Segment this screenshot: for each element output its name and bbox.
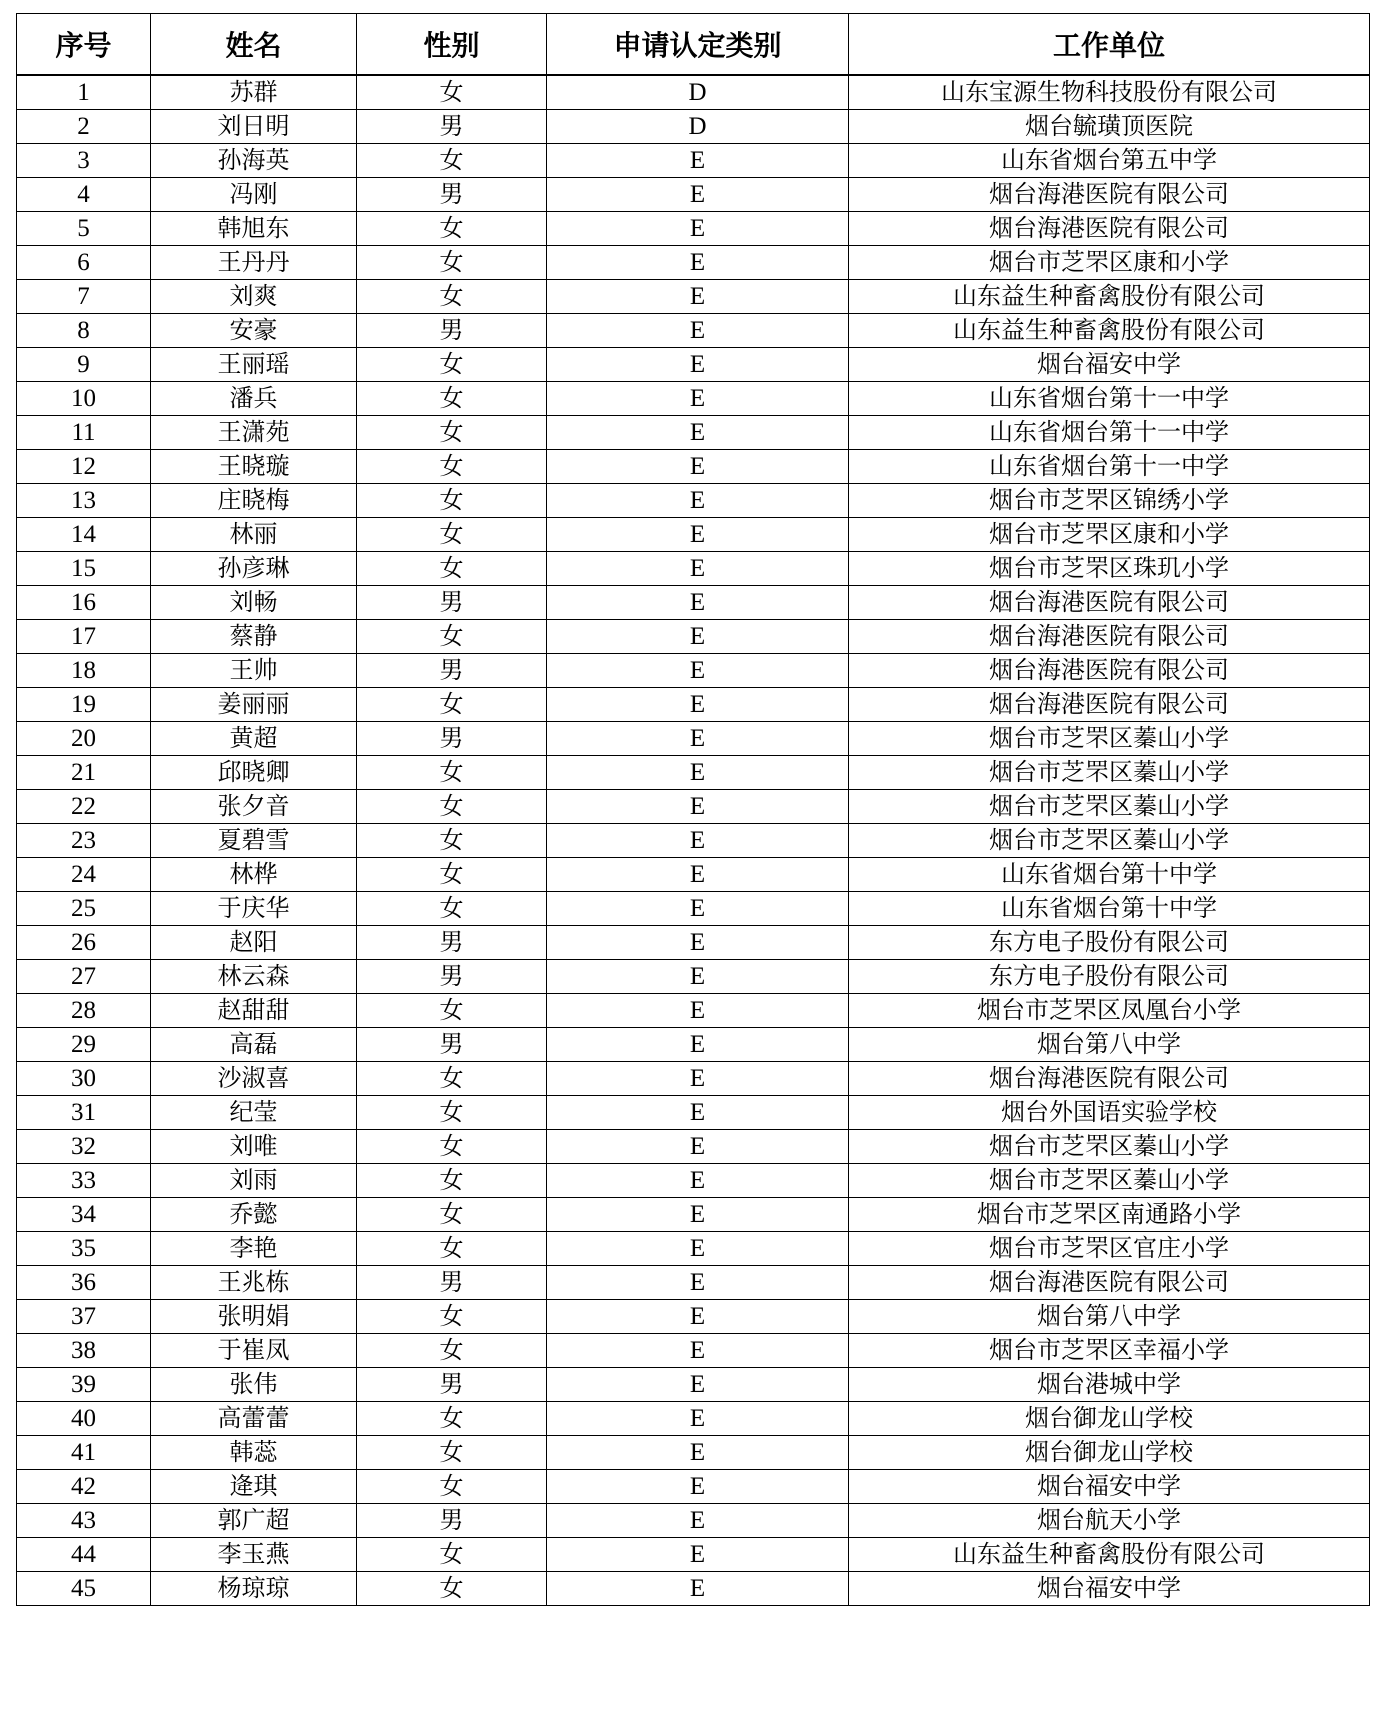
cell-index: 24	[17, 858, 151, 892]
cell-name: 苏群	[151, 75, 357, 110]
cell-name: 杨琼琼	[151, 1572, 357, 1606]
cell-index: 42	[17, 1470, 151, 1504]
table-header	[17, 14, 1370, 76]
cell-name: 逄琪	[151, 1470, 357, 1504]
cell-unit: 烟台海港医院有限公司	[849, 1062, 1370, 1096]
cell-gender: 女	[357, 1436, 547, 1470]
cell-index: 41	[17, 1436, 151, 1470]
cell-category: E	[547, 654, 849, 688]
cell-name: 林桦	[151, 858, 357, 892]
cell-index: 45	[17, 1572, 151, 1606]
cell-index: 30	[17, 1062, 151, 1096]
cell-gender: 女	[357, 1572, 547, 1606]
cell-gender: 女	[357, 1130, 547, 1164]
cell-unit: 山东宝源生物科技股份有限公司	[849, 75, 1370, 110]
cell-unit: 烟台市芝罘区凤凰台小学	[849, 994, 1370, 1028]
table-row	[17, 824, 1370, 858]
cell-category: E	[547, 586, 849, 620]
cell-gender: 女	[357, 144, 547, 178]
cell-index: 38	[17, 1334, 151, 1368]
cell-category: E	[547, 450, 849, 484]
cell-category: E	[547, 960, 849, 994]
cell-name: 张伟	[151, 1368, 357, 1402]
header-index: 序号	[17, 14, 151, 76]
cell-unit: 烟台市芝罘区蓁山小学	[849, 756, 1370, 790]
cell-index: 21	[17, 756, 151, 790]
cell-category: E	[547, 178, 849, 212]
cell-gender: 女	[357, 1164, 547, 1198]
cell-name: 夏碧雪	[151, 824, 357, 858]
table-row	[17, 858, 1370, 892]
cell-unit: 山东省烟台第十中学	[849, 858, 1370, 892]
cell-index: 40	[17, 1402, 151, 1436]
cell-category: E	[547, 1130, 849, 1164]
cell-index: 43	[17, 1504, 151, 1538]
cell-category: E	[547, 1402, 849, 1436]
table-row	[17, 178, 1370, 212]
cell-index: 26	[17, 926, 151, 960]
cell-gender: 女	[357, 280, 547, 314]
cell-name: 王晓璇	[151, 450, 357, 484]
cell-index: 34	[17, 1198, 151, 1232]
cell-gender: 女	[357, 620, 547, 654]
cell-index: 8	[17, 314, 151, 348]
table-row	[17, 484, 1370, 518]
cell-unit: 山东省烟台第五中学	[849, 144, 1370, 178]
cell-gender: 女	[357, 1538, 547, 1572]
table-row	[17, 994, 1370, 1028]
cell-unit: 烟台市芝罘区幸福小学	[849, 1334, 1370, 1368]
cell-gender: 女	[357, 688, 547, 722]
cell-name: 蔡静	[151, 620, 357, 654]
cell-gender: 男	[357, 722, 547, 756]
cell-gender: 女	[357, 756, 547, 790]
cell-index: 5	[17, 212, 151, 246]
cell-name: 张夕音	[151, 790, 357, 824]
cell-gender: 女	[357, 416, 547, 450]
cell-unit: 烟台御龙山学校	[849, 1436, 1370, 1470]
table-row	[17, 1538, 1370, 1572]
cell-name: 王兆栋	[151, 1266, 357, 1300]
cell-gender: 女	[357, 1402, 547, 1436]
cell-name: 王丽瑶	[151, 348, 357, 382]
header-name: 姓名	[151, 14, 357, 76]
header-unit: 工作单位	[849, 14, 1370, 76]
table-row	[17, 348, 1370, 382]
cell-name: 安豪	[151, 314, 357, 348]
cell-name: 庄晓梅	[151, 484, 357, 518]
cell-category: E	[547, 1504, 849, 1538]
cell-category: E	[547, 552, 849, 586]
cell-index: 12	[17, 450, 151, 484]
cell-unit: 烟台市芝罘区蓁山小学	[849, 1164, 1370, 1198]
cell-gender: 男	[357, 1266, 547, 1300]
cell-index: 35	[17, 1232, 151, 1266]
table-row	[17, 280, 1370, 314]
cell-name: 于崔凤	[151, 1334, 357, 1368]
cell-unit: 烟台航天小学	[849, 1504, 1370, 1538]
cell-gender: 女	[357, 348, 547, 382]
cell-category: E	[547, 212, 849, 246]
cell-index: 20	[17, 722, 151, 756]
cell-category: E	[547, 382, 849, 416]
cell-category: E	[547, 1436, 849, 1470]
cell-category: E	[547, 722, 849, 756]
cell-name: 赵阳	[151, 926, 357, 960]
cell-name: 李玉燕	[151, 1538, 357, 1572]
cell-name: 乔懿	[151, 1198, 357, 1232]
cell-name: 王帅	[151, 654, 357, 688]
cell-gender: 男	[357, 110, 547, 144]
cell-category: E	[547, 1266, 849, 1300]
table-row	[17, 75, 1370, 110]
cell-gender: 女	[357, 1470, 547, 1504]
cell-category: E	[547, 756, 849, 790]
cell-index: 18	[17, 654, 151, 688]
cell-name: 高磊	[151, 1028, 357, 1062]
cell-name: 刘唯	[151, 1130, 357, 1164]
cell-unit: 烟台海港医院有限公司	[849, 212, 1370, 246]
cell-index: 22	[17, 790, 151, 824]
cell-index: 14	[17, 518, 151, 552]
cell-index: 10	[17, 382, 151, 416]
cell-name: 高蕾蕾	[151, 1402, 357, 1436]
cell-unit: 烟台市芝罘区康和小学	[849, 518, 1370, 552]
cell-index: 36	[17, 1266, 151, 1300]
table-row	[17, 1062, 1370, 1096]
cell-gender: 女	[357, 1232, 547, 1266]
cell-name: 刘日明	[151, 110, 357, 144]
cell-unit: 烟台御龙山学校	[849, 1402, 1370, 1436]
cell-category: E	[547, 858, 849, 892]
cell-unit: 烟台福安中学	[849, 348, 1370, 382]
cell-unit: 烟台市芝罘区南通路小学	[849, 1198, 1370, 1232]
cell-unit: 烟台市芝罘区康和小学	[849, 246, 1370, 280]
cell-category: E	[547, 348, 849, 382]
cell-name: 林云森	[151, 960, 357, 994]
table-row	[17, 110, 1370, 144]
table-row	[17, 450, 1370, 484]
cell-index: 25	[17, 892, 151, 926]
cell-category: E	[547, 1028, 849, 1062]
cell-gender: 男	[357, 1504, 547, 1538]
cell-unit: 山东省烟台第十一中学	[849, 450, 1370, 484]
cell-unit: 烟台福安中学	[849, 1572, 1370, 1606]
cell-category: E	[547, 620, 849, 654]
cell-category: E	[547, 484, 849, 518]
cell-gender: 女	[357, 892, 547, 926]
table-row	[17, 314, 1370, 348]
cell-index: 16	[17, 586, 151, 620]
cell-name: 郭广超	[151, 1504, 357, 1538]
cell-gender: 女	[357, 994, 547, 1028]
cell-name: 王丹丹	[151, 246, 357, 280]
cell-index: 37	[17, 1300, 151, 1334]
cell-gender: 女	[357, 858, 547, 892]
table-row	[17, 1232, 1370, 1266]
cell-index: 28	[17, 994, 151, 1028]
cell-gender: 女	[357, 75, 547, 110]
table-row	[17, 1300, 1370, 1334]
table-row	[17, 892, 1370, 926]
cell-category: E	[547, 790, 849, 824]
cell-unit: 烟台第八中学	[849, 1028, 1370, 1062]
cell-unit: 东方电子股份有限公司	[849, 960, 1370, 994]
table-row	[17, 1164, 1370, 1198]
cell-category: E	[547, 824, 849, 858]
cell-unit: 烟台市芝罘区锦绣小学	[849, 484, 1370, 518]
table-row	[17, 552, 1370, 586]
table-row	[17, 688, 1370, 722]
cell-category: E	[547, 518, 849, 552]
cell-gender: 女	[357, 1300, 547, 1334]
header-category: 申请认定类别	[547, 14, 849, 76]
cell-category: E	[547, 1164, 849, 1198]
cell-index: 23	[17, 824, 151, 858]
table-row	[17, 960, 1370, 994]
table-row	[17, 1572, 1370, 1606]
cell-index: 31	[17, 1096, 151, 1130]
cell-unit: 烟台市芝罘区蓁山小学	[849, 790, 1370, 824]
cell-unit: 烟台港城中学	[849, 1368, 1370, 1402]
cell-category: E	[547, 688, 849, 722]
table-row	[17, 1504, 1370, 1538]
cell-name: 韩蕊	[151, 1436, 357, 1470]
cell-gender: 男	[357, 1368, 547, 1402]
cell-name: 赵甜甜	[151, 994, 357, 1028]
cell-unit: 烟台海港医院有限公司	[849, 1266, 1370, 1300]
cell-unit: 烟台市芝罘区蓁山小学	[849, 824, 1370, 858]
table-row	[17, 1028, 1370, 1062]
table-row	[17, 518, 1370, 552]
cell-unit: 烟台海港医院有限公司	[849, 688, 1370, 722]
table-row	[17, 620, 1370, 654]
cell-gender: 女	[357, 824, 547, 858]
cell-unit: 烟台福安中学	[849, 1470, 1370, 1504]
cell-name: 纪莹	[151, 1096, 357, 1130]
cell-category: E	[547, 1232, 849, 1266]
cell-index: 33	[17, 1164, 151, 1198]
cell-name: 姜丽丽	[151, 688, 357, 722]
cell-category: E	[547, 1096, 849, 1130]
cell-unit: 烟台海港医院有限公司	[849, 654, 1370, 688]
cell-unit: 东方电子股份有限公司	[849, 926, 1370, 960]
cell-index: 9	[17, 348, 151, 382]
cell-gender: 男	[357, 926, 547, 960]
table-row	[17, 756, 1370, 790]
table-row	[17, 1402, 1370, 1436]
cell-gender: 女	[357, 1062, 547, 1096]
cell-category: E	[547, 1572, 849, 1606]
cell-index: 2	[17, 110, 151, 144]
roster-table	[16, 13, 1370, 1606]
cell-name: 冯刚	[151, 178, 357, 212]
cell-index: 13	[17, 484, 151, 518]
cell-index: 11	[17, 416, 151, 450]
cell-name: 刘畅	[151, 586, 357, 620]
table-row	[17, 1130, 1370, 1164]
table-row	[17, 1368, 1370, 1402]
cell-index: 32	[17, 1130, 151, 1164]
cell-index: 44	[17, 1538, 151, 1572]
cell-index: 4	[17, 178, 151, 212]
cell-category: E	[547, 892, 849, 926]
cell-unit: 山东益生种畜禽股份有限公司	[849, 280, 1370, 314]
cell-gender: 女	[357, 1334, 547, 1368]
cell-unit: 烟台外国语实验学校	[849, 1096, 1370, 1130]
cell-category: E	[547, 926, 849, 960]
cell-category: E	[547, 994, 849, 1028]
cell-unit: 山东省烟台第十一中学	[849, 416, 1370, 450]
cell-gender: 男	[357, 654, 547, 688]
cell-category: E	[547, 416, 849, 450]
cell-unit: 烟台海港医院有限公司	[849, 178, 1370, 212]
cell-gender: 男	[357, 178, 547, 212]
cell-index: 7	[17, 280, 151, 314]
cell-name: 邱晓卿	[151, 756, 357, 790]
cell-name: 刘雨	[151, 1164, 357, 1198]
table-row	[17, 926, 1370, 960]
table-row	[17, 1470, 1370, 1504]
cell-gender: 女	[357, 790, 547, 824]
table-row	[17, 790, 1370, 824]
table-row	[17, 1436, 1370, 1470]
cell-gender: 男	[357, 1028, 547, 1062]
table-row	[17, 586, 1370, 620]
table-body	[17, 75, 1370, 1606]
table-row	[17, 212, 1370, 246]
cell-name: 张明娟	[151, 1300, 357, 1334]
table-row	[17, 1266, 1370, 1300]
table-row	[17, 144, 1370, 178]
cell-unit: 烟台海港医院有限公司	[849, 620, 1370, 654]
cell-gender: 女	[357, 450, 547, 484]
cell-unit: 烟台市芝罘区蓁山小学	[849, 1130, 1370, 1164]
cell-unit: 烟台市芝罘区珠玑小学	[849, 552, 1370, 586]
cell-name: 王潇苑	[151, 416, 357, 450]
table-row	[17, 654, 1370, 688]
cell-category: E	[547, 1470, 849, 1504]
table-row	[17, 416, 1370, 450]
cell-gender: 女	[357, 552, 547, 586]
cell-index: 1	[17, 75, 151, 110]
cell-category: E	[547, 246, 849, 280]
cell-category: E	[547, 280, 849, 314]
cell-category: E	[547, 144, 849, 178]
cell-name: 林丽	[151, 518, 357, 552]
cell-index: 6	[17, 246, 151, 280]
cell-name: 沙淑喜	[151, 1062, 357, 1096]
cell-gender: 男	[357, 960, 547, 994]
table-row	[17, 722, 1370, 756]
cell-gender: 女	[357, 246, 547, 280]
header-row	[17, 14, 1370, 76]
cell-name: 韩旭东	[151, 212, 357, 246]
cell-unit: 山东益生种畜禽股份有限公司	[849, 1538, 1370, 1572]
cell-category: E	[547, 1538, 849, 1572]
cell-unit: 烟台市芝罘区官庄小学	[849, 1232, 1370, 1266]
cell-unit: 烟台第八中学	[849, 1300, 1370, 1334]
cell-name: 孙海英	[151, 144, 357, 178]
cell-gender: 女	[357, 212, 547, 246]
cell-name: 潘兵	[151, 382, 357, 416]
cell-category: E	[547, 1300, 849, 1334]
cell-category: E	[547, 1198, 849, 1232]
cell-category: D	[547, 110, 849, 144]
cell-unit: 山东省烟台第十一中学	[849, 382, 1370, 416]
cell-name: 孙彦琳	[151, 552, 357, 586]
cell-name: 黄超	[151, 722, 357, 756]
cell-name: 于庆华	[151, 892, 357, 926]
cell-name: 刘爽	[151, 280, 357, 314]
table-row	[17, 246, 1370, 280]
cell-index: 3	[17, 144, 151, 178]
cell-index: 19	[17, 688, 151, 722]
cell-index: 17	[17, 620, 151, 654]
cell-unit: 烟台海港医院有限公司	[849, 586, 1370, 620]
cell-gender: 男	[357, 586, 547, 620]
cell-index: 27	[17, 960, 151, 994]
cell-category: D	[547, 75, 849, 110]
cell-category: E	[547, 1334, 849, 1368]
cell-unit: 山东益生种畜禽股份有限公司	[849, 314, 1370, 348]
cell-category: E	[547, 1062, 849, 1096]
table-row	[17, 1334, 1370, 1368]
cell-gender: 女	[357, 1096, 547, 1130]
header-gender: 性别	[357, 14, 547, 76]
cell-unit: 烟台市芝罘区蓁山小学	[849, 722, 1370, 756]
cell-index: 15	[17, 552, 151, 586]
table-row	[17, 1096, 1370, 1130]
cell-gender: 女	[357, 382, 547, 416]
cell-gender: 女	[357, 518, 547, 552]
table-row	[17, 1198, 1370, 1232]
cell-gender: 女	[357, 1198, 547, 1232]
table-row	[17, 382, 1370, 416]
cell-index: 29	[17, 1028, 151, 1062]
cell-index: 39	[17, 1368, 151, 1402]
cell-category: E	[547, 314, 849, 348]
cell-unit: 山东省烟台第十中学	[849, 892, 1370, 926]
cell-name: 李艳	[151, 1232, 357, 1266]
cell-unit: 烟台毓璜顶医院	[849, 110, 1370, 144]
cell-gender: 女	[357, 484, 547, 518]
cell-gender: 男	[357, 314, 547, 348]
cell-category: E	[547, 1368, 849, 1402]
